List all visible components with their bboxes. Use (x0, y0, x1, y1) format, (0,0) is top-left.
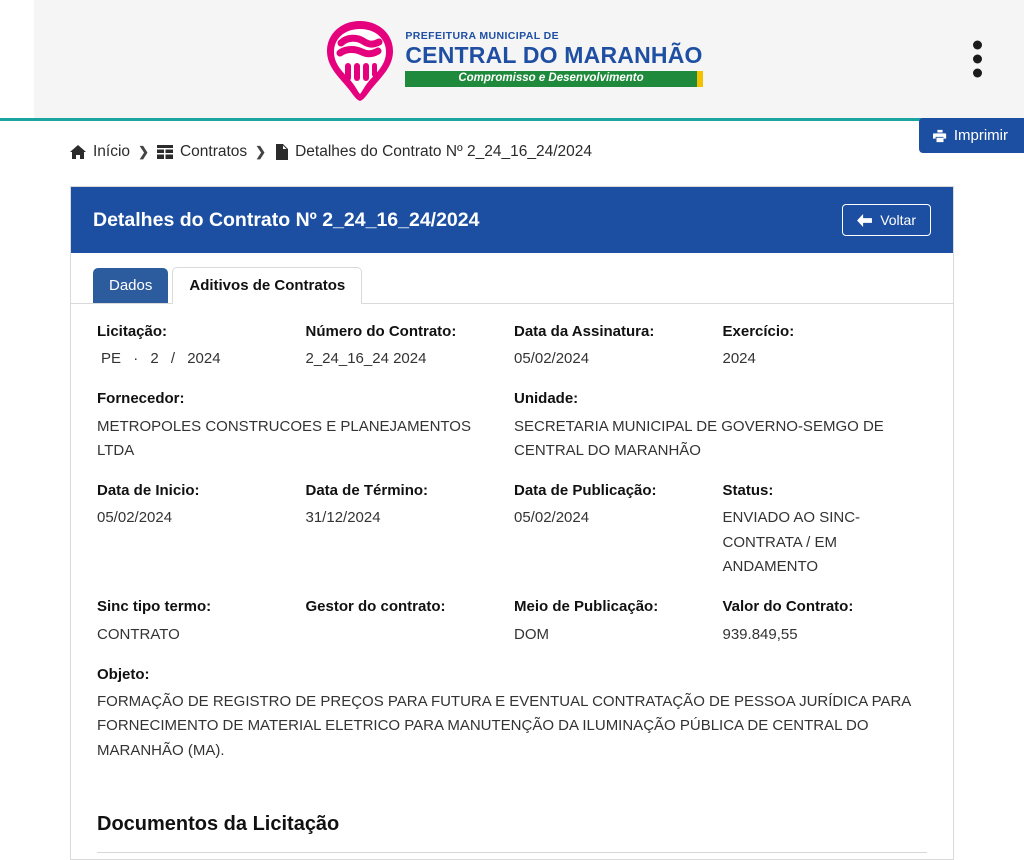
back-button-label: Voltar (880, 212, 916, 228)
field-data-publicacao-value: 05/02/2024 (514, 509, 590, 527)
file-icon (274, 144, 288, 160)
field-fornecedor-value: METROPOLES CONSTRUCOES E PLANEJAMENTOS LTDA (97, 417, 471, 459)
field-exercicio (723, 322, 932, 371)
field-licitacao-value (97, 347, 292, 371)
field-meio-publicacao (514, 597, 723, 646)
documents-section (71, 791, 953, 859)
logo-line-2: CENTRAL DO MARANHÃO (405, 41, 703, 68)
field-numero-contrato-value: 2_24_16_24 2024 (305, 350, 427, 368)
licitacao-sep-2: / (170, 350, 176, 368)
field-objeto (97, 665, 931, 763)
field-objeto-label: Objeto: (97, 665, 150, 683)
field-fornecedor (97, 389, 514, 463)
details-row-4 (97, 597, 931, 646)
breadcrumb-label-detalhes: Detalhes do Contrato Nº 2_24_16_24/2024 (295, 143, 593, 160)
field-data-inicio-value: 05/02/2024 (97, 509, 173, 527)
field-gestor-contrato-label: Gestor do contrato: (305, 598, 446, 616)
breadcrumb-item-detalhes[interactable] (274, 143, 592, 161)
field-gestor-contrato (306, 597, 515, 646)
field-data-termino (306, 481, 515, 579)
site-logo (321, 15, 702, 103)
tab-dados[interactable]: Dados (93, 268, 168, 303)
page-title: Detalhes do Contrato Nº 2_24_16_24/2024 (93, 208, 480, 231)
field-data-inicio (97, 481, 306, 579)
contract-details-card (70, 186, 954, 860)
details-row-1 (97, 322, 931, 371)
field-sinc-tipo-termo (97, 597, 306, 646)
field-sinc-tipo-termo-label: Sinc tipo termo: (97, 598, 212, 616)
field-data-termino-label: Data de Término: (305, 482, 429, 500)
details-row-5 (97, 665, 931, 763)
field-licitacao (97, 322, 306, 371)
field-meio-publicacao-label: Meio de Publicação: (514, 598, 659, 616)
site-header (0, 0, 1024, 121)
field-licitacao-label: Licitação: (97, 323, 168, 340)
home-icon (70, 144, 86, 160)
breadcrumb (0, 121, 1024, 161)
field-sinc-tipo-termo-value: CONTRATO (97, 625, 180, 643)
breadcrumb-item-contratos[interactable] (157, 143, 247, 161)
logo-wordmark (405, 31, 702, 87)
field-exercicio-value: 2024 (722, 350, 756, 368)
field-status-label: Status: (722, 482, 774, 500)
breadcrumb-label-inicio: Início (93, 143, 131, 160)
details-row-2 (97, 389, 931, 463)
breadcrumb-separator-2: ❯ (255, 144, 267, 159)
breadcrumb-separator-1: ❯ (138, 144, 149, 159)
breadcrumb-label-contratos: Contratos (179, 143, 248, 160)
status-badge: ENVIADO AO SINC-CONTRATA / EM ANDAMENTO (722, 509, 861, 576)
documents-section-title: Documentos da Licitação (97, 812, 340, 835)
printer-icon (933, 129, 947, 143)
field-fornecedor-label: Fornecedor: (97, 390, 185, 408)
field-unidade-value: SECRETARIA MUNICIPAL DE GOVERNO-SEMGO DE CENTRAL DO MARANHÃO (514, 417, 884, 459)
field-data-inicio-label: Data de Inicio: (97, 482, 200, 500)
field-valor-contrato-label: Valor do Contrato: (722, 598, 854, 616)
field-numero-contrato-label: Número do Contrato: (305, 323, 457, 340)
kebab-menu-icon[interactable] (973, 41, 982, 78)
table-icon (157, 145, 173, 159)
logo-line-1: PREFEITURA MUNICIPAL DE (405, 30, 560, 42)
field-valor-contrato (723, 597, 932, 646)
field-data-termino-value: 31/12/2024 (305, 509, 381, 527)
breadcrumb-item-inicio[interactable] (70, 143, 130, 161)
field-objeto-value: FORMAÇÃO DE REGISTRO DE PREÇOS PARA FUTURA E EVENTUAL CONTRATAÇÃO DE PESSOA JURÍDICA PARA FORNECIMENTO DE MATERIAL ELETRICO PARA MANUTENÇÃO DA ILUMINAÇÃO PÚBLICA DE CENTRAL DO MARANHÃO (MA). (97, 693, 911, 759)
field-meio-publicacao-value: DOM (514, 625, 549, 643)
field-unidade (514, 389, 931, 463)
licitacao-ano: 2024 (187, 350, 221, 368)
details-row-3 (97, 481, 931, 579)
licitacao-numero: 2 (150, 350, 159, 368)
field-numero-contrato (306, 322, 515, 371)
header-left-rail (0, 0, 34, 118)
field-status (723, 481, 932, 579)
field-data-assinatura-label: Data da Assinatura: (514, 323, 655, 340)
print-button-label: Imprimir (953, 127, 1008, 144)
card-header (71, 187, 953, 253)
kebab-dot-3 (973, 69, 982, 78)
field-exercicio-label: Exercício: (722, 323, 795, 340)
contract-details-body (71, 304, 953, 791)
field-data-assinatura-value: 05/02/2024 (514, 350, 590, 368)
licitacao-modalidade: PE (101, 350, 122, 368)
logo-tagline: Compromisso e Desenvolvimento (405, 71, 702, 88)
field-data-assinatura (514, 322, 723, 371)
tab-aditivos-de-contratos[interactable]: Aditivos de Contratos (172, 267, 362, 304)
prefeitura-emblem-icon (321, 15, 399, 103)
field-valor-contrato-value: 939.849,55 (722, 625, 798, 643)
back-button[interactable] (842, 204, 931, 236)
kebab-dot-1 (973, 41, 982, 50)
field-unidade-label: Unidade: (514, 390, 579, 408)
print-button[interactable] (919, 118, 1024, 153)
kebab-dot-2 (973, 55, 982, 64)
field-data-publicacao (514, 481, 723, 579)
licitacao-sep-1: · (133, 350, 139, 368)
arrow-left-icon (857, 214, 872, 227)
field-data-publicacao-label: Data de Publicação: (514, 482, 657, 500)
tab-bar (71, 253, 953, 304)
